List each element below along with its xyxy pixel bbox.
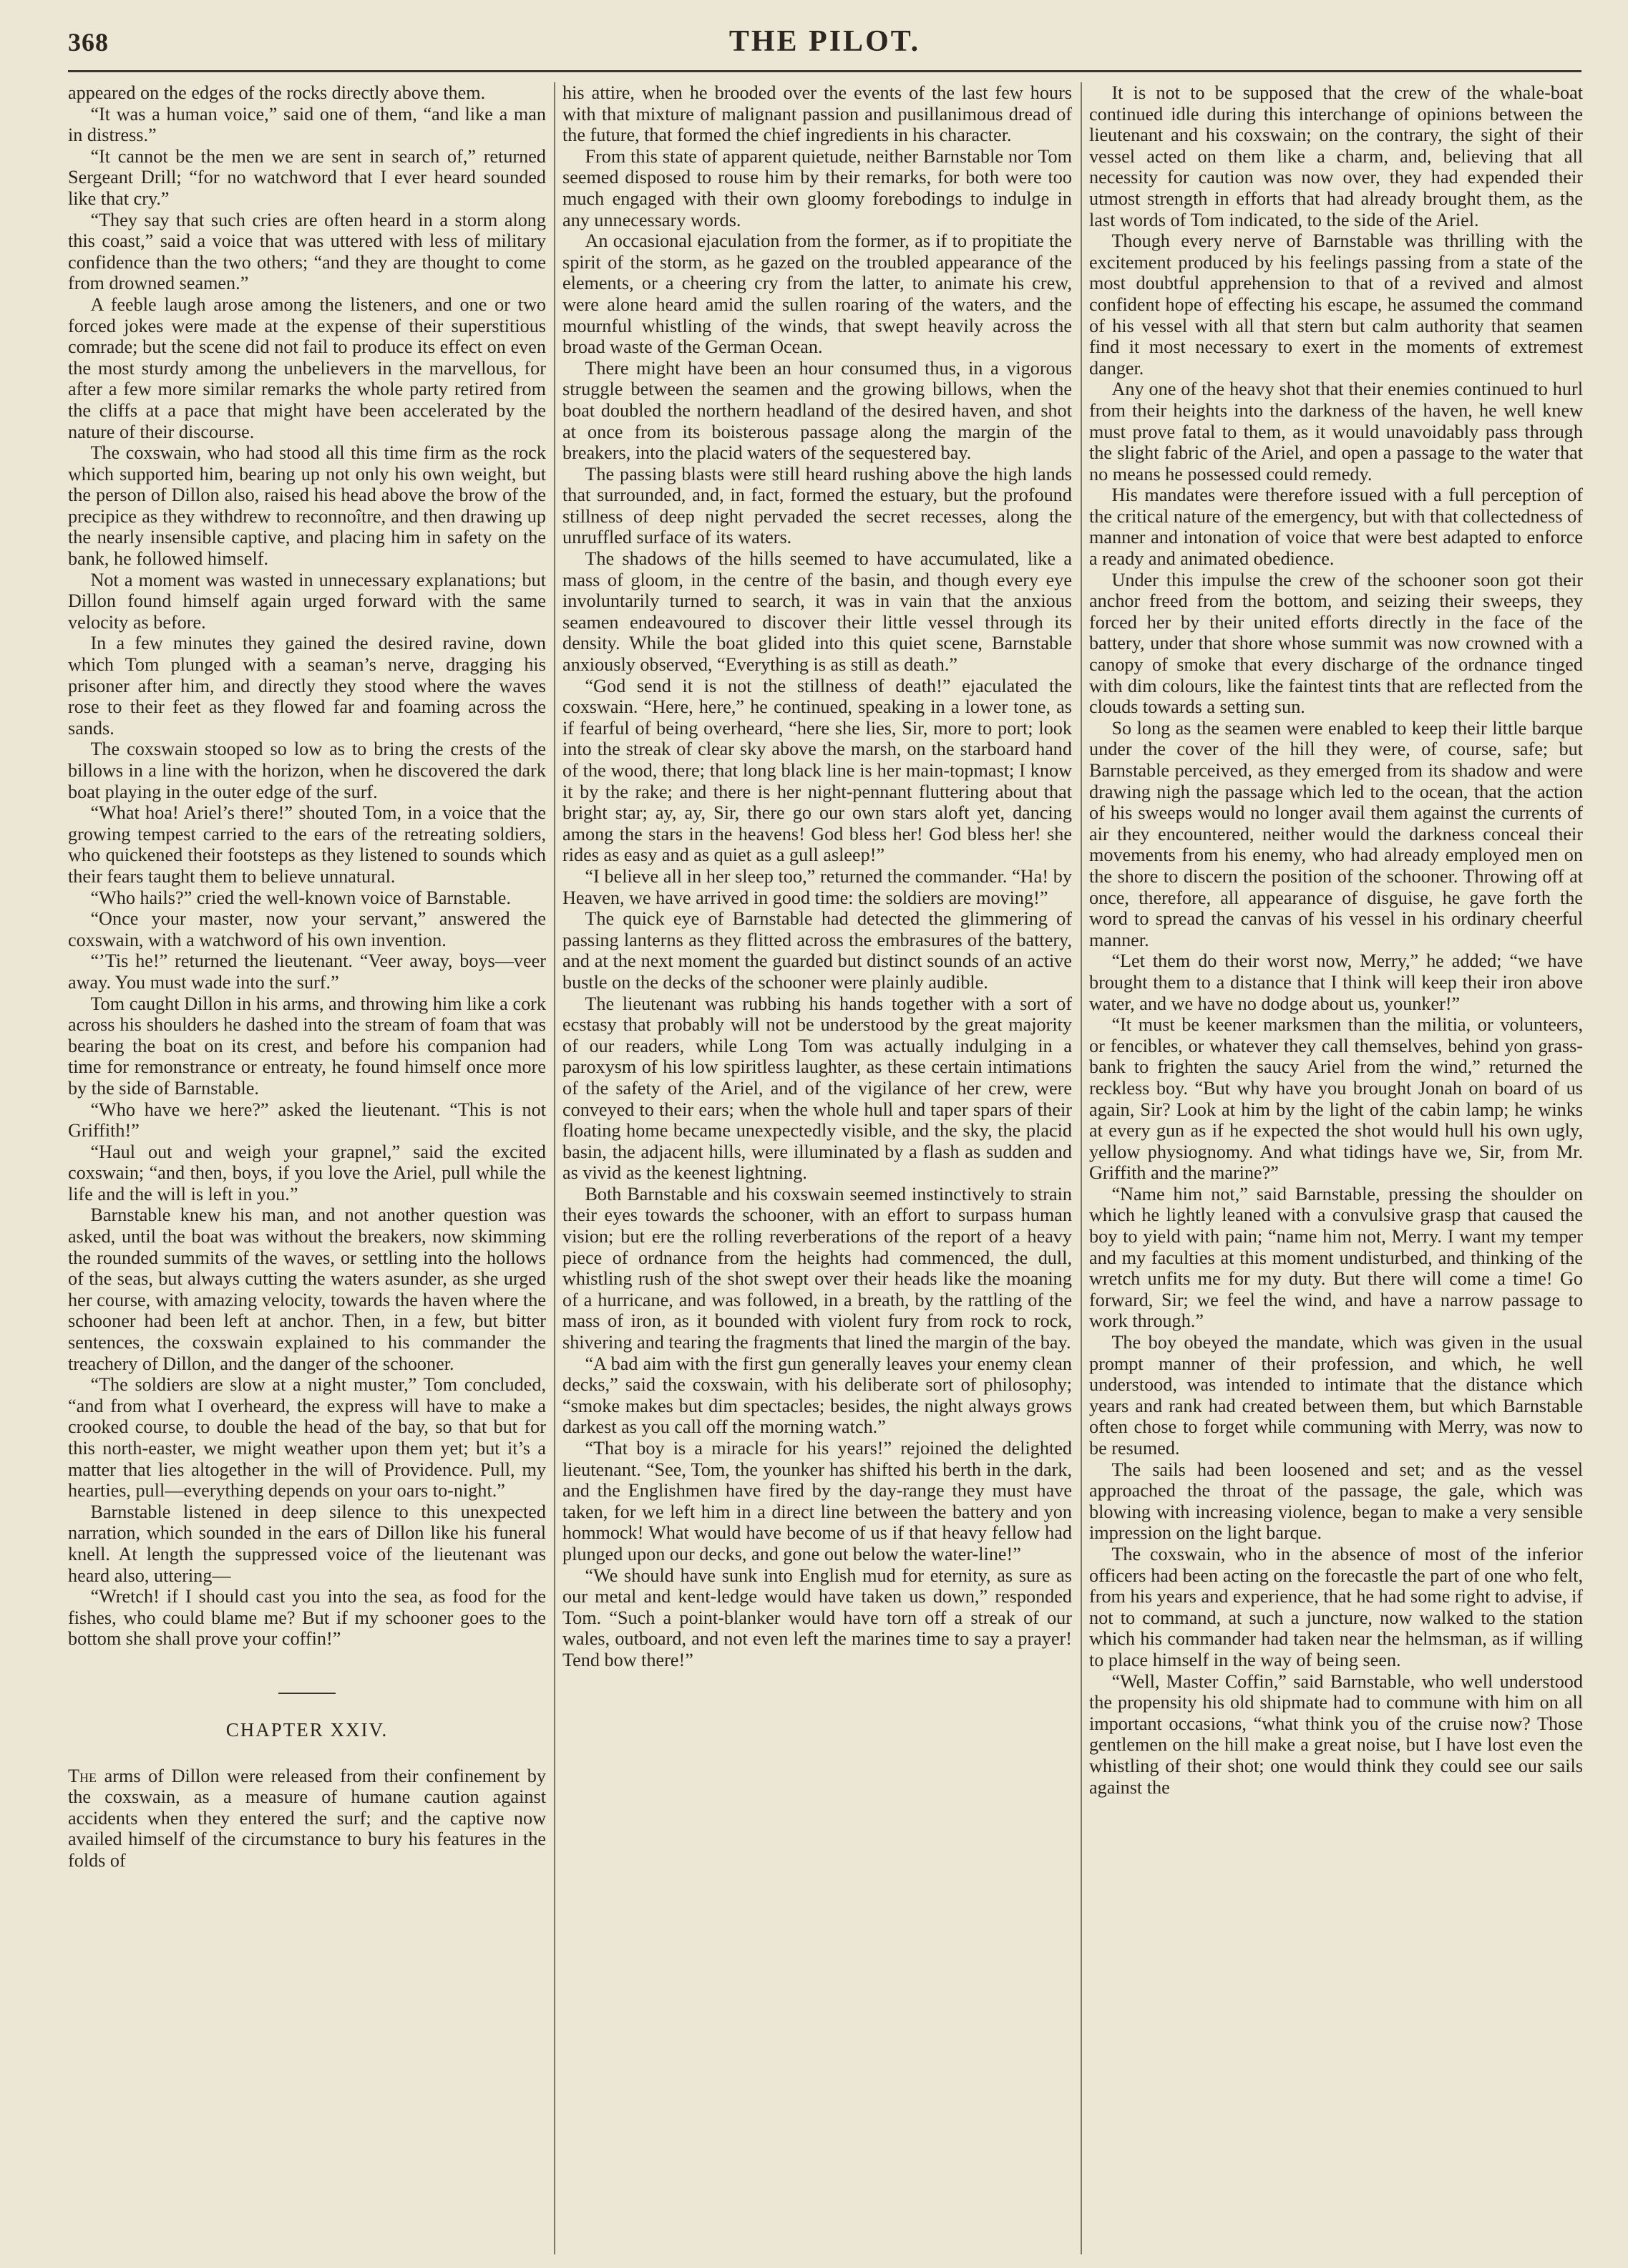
- paragraph: “God send it is not the stillness of death!” ejaculated the coxswain. “Here, here,” he continued, speaking in a lower tone, as if fearful of being overheard, “here she lies, Sir, more to port; look into the streak of clear sky above the marsh, on the starboard hand of the wood, there; that long black line is her main-topmast; I know it by the rake; and there is her night-pennant fluttering about that bright star; ay, ay, Sir, there go our own stars aloft yet, dancing among the stars in the heavens! God bless her! God bless her! she rides as easy and as quiet as a gull asleep!”: [562, 675, 1072, 866]
- paragraph: “What hoa! Ariel’s there!” shouted Tom, in a voice that the growing tempest carried to the ears of the retreating soldiers, who quickened their footsteps as they listened to sounds which their fears taught them to believe unnatural.: [68, 802, 546, 887]
- chapter-opening-text: arms of Dillon were released from their confinement by the coxswain, as a measure of humane caution against accidents when they entered the surf; and the captive now availed himself of the circumstance to bury his features in the folds of: [68, 1765, 546, 1871]
- paragraph: “’Tis he!” returned the lieutenant. “Veer away, boys—veer away. You must wade into the surf.”: [68, 950, 546, 993]
- paragraph: Barnstable knew his man, and not another question was asked, until the boat was without the breakers, now skimming the rounded summits of the waves, or settling into the hollows of the seas, but always cutting the waters asunder, as she urged her course, with amazing velocity, towards the haven where the schooner had been left at anchor. Then, in a few, but bitter sentences, the coxswain explained to his commander the treachery of Dillon, and the danger of the schooner.: [68, 1204, 546, 1374]
- paragraph: “Once your master, now your servant,” answered the coxswain, with a watchword of his own invention.: [68, 908, 546, 950]
- paragraph: It is not to be supposed that the crew of the whale-boat continued idle during this interchange of opinions between the lieutenant and his coxswain; on the contrary, the sight of their vessel acted on them like a charm, and, believing that all necessity for caution was now over, they had expended their utmost strength in efforts that had already brought them, as the last words of Tom indicated, to the side of the Ariel.: [1089, 82, 1583, 230]
- paragraph: His mandates were therefore issued with a full perception of the critical nature of the emergency, but with that collectedness of manner and intonation of voice that were best adapted to enforce a ready and animated obedience.: [1089, 485, 1583, 570]
- paragraph: The lieutenant was rubbing his hands together with a sort of ecstasy that probably will not be understood by the great majority of our readers, while Long Tom was actually indulging in a paroxysm of his low spiritless laughter, as these certain intimations of the safety of the Ariel, and of the vigilance of her crew, were conveyed to their ears; when the whole hull and taper spars of their floating home became unexpectedly visible, and the sky, the placid basin, the adjacent hills, were illuminated by a flash as sudden and as vivid as the keenest lightning.: [562, 993, 1072, 1184]
- text-column-2: [562, 82, 1072, 2254]
- paragraph: “A bad aim with the first gun generally leaves your enemy clean decks,” said the coxswain, with his deliberate sort of philosophy; “smoke makes but dim spectacles; besides, the night always grows darkest as you call off the morning watch.”: [562, 1353, 1072, 1438]
- paragraph: “Who have we here?” asked the lieutenant. “This is not Griffith!”: [68, 1099, 546, 1142]
- paragraph: his attire, when he brooded over the events of the last few hours with that mixture of malignant passion and pusillanimous dread of the future, that formed the chief ingredients in his character.: [562, 82, 1072, 146]
- paragraph: “It was a human voice,” said one of them, “and like a man in distress.”: [68, 103, 546, 146]
- chapter-heading: CHAPTER XXIV.: [225, 1718, 389, 1741]
- column-rule-left: [554, 82, 555, 2254]
- paragraph: A feeble laugh arose among the listeners, and one or two forced jokes were made at the expense of their superstitious comrade; but the scene did not fail to produce its effect on even the most sturdy among the unbelievers in the marvellous, for after a few more similar remarks the whole party retired from the cliffs at a pace that might have been accelerated by the nature of their discourse.: [68, 293, 546, 442]
- paragraph: “Wretch! if I should cast you into the sea, as food for the fishes, who could blame me? But if my schooner goes to the bottom she shall prove your coffin!”: [68, 1586, 546, 1650]
- paragraph: Both Barnstable and his coxswain seemed instinctively to strain their eyes towards the schooner, with an effort to surpass human vision; but ere the rolling reverberations of the report of a heavy piece of ordnance from the heights had commenced, the dull, whistling rush of the shot swept over their heads like the moaning of a hurricane, and was followed, in a breath, by the rattling of the mass of iron, as it bounded with violent fury from rock to rock, shivering and tearing the fragments that lined the margin of the bay.: [562, 1183, 1072, 1353]
- paragraph: The passing blasts were still heard rushing above the high lands that surrounded, and, in fact, formed the estuary, but the profound stillness of deep night pervaded the secret recesses, along the unruffled surface of its waters.: [562, 463, 1072, 548]
- paragraph: From this state of apparent quietude, neither Barnstable nor Tom seemed disposed to rouse him by their remarks, for both were too much engaged with their own gloomy forebodings to indulge in any unnecessary words.: [562, 145, 1072, 230]
- paragraph: “Well, Master Coffin,” said Barnstable, who well understood the propensity his old shipmate had to commune with him on all important occasions, “what think you of the cruise now? Those gentlemen on the hill make a great noise, but I have lost even the whistling of their shot; one would think they could see our sails against the: [1089, 1670, 1583, 1798]
- column-rule-right: [1081, 82, 1082, 2254]
- paragraph: Not a moment was wasted in unnecessary explanations; but Dillon found himself again urged forward with the same velocity as before.: [68, 569, 546, 633]
- paragraph: In a few minutes they gained the desired ravine, down which Tom plunged with a seaman’s nerve, dragging his prisoner after him, and directly they stood where the waves rose to their feet as they flowed far and foaming across the sands.: [68, 633, 546, 739]
- paragraph: Any one of the heavy shot that their enemies continued to hurl from their heights into the darkness of the haven, he well knew must prove fatal to them, as it would unavoidably pass through the slight fabric of the Ariel, and open a passage to the water that no means he possessed could remedy.: [1089, 379, 1583, 485]
- paragraph: The quick eye of Barnstable had detected the glimmering of passing lanterns as they flitted across the embrasures of the battery, and at the next moment the guarded but distinct sounds of an active bustle on the decks of the schooner were plainly audible.: [562, 908, 1072, 993]
- paragraph: appeared on the edges of the rocks directly above them.: [68, 82, 486, 103]
- text-column-3: [1089, 82, 1583, 2254]
- paragraph: The coxswain stooped so low as to bring the crests of the billows in a line with the horizon, when he discovered the dark boat playing in the outer edge of the surf.: [68, 739, 546, 802]
- chapter-divider: [68, 1650, 546, 1707]
- paragraph: So long as the seamen were enabled to keep their little barque under the cover of the hill they were, of course, safe; but Barnstable perceived, as they emerged from its shadow and were drawing nigh the passage which led to the ocean, that the action of his sweeps would no longer avail them against the currents of air they encountered, neither would the darkness conceal their movements from his enemy, who had already employed men on the shore to discern the position of the schooner. Throwing off at once, therefore, all appearance of disguise, he gave forth the word to spread the canvas of his vessel in his ordinary cheerful manner.: [1089, 717, 1583, 950]
- running-title: THE PILOT.: [728, 25, 921, 58]
- paragraph: Barnstable listened in deep silence to this unexpected narration, which sounded in the ears of Dillon like his funeral knell. At length the suppressed voice of the lieutenant was heard also, uttering—: [68, 1501, 546, 1586]
- paragraph: Tom caught Dillon in his arms, and throwing him like a cork across his shoulders he dashed into the stream of foam that was bearing the boat on its crest, and before his companion had time for remonstrance or entreaty, he found himself once more by the side of Barnstable.: [68, 993, 546, 1099]
- paragraph: Under this impulse the crew of the schooner soon got their anchor freed from the bottom, and seizing their sweeps, they forced her by their united efforts directly in the face of the battery, under that shore whose summit was now crowned with a canopy of smoke that every discharge of the ordnance tinged with dim colours, like the faintest tints that are reflected from the clouds towards a setting sun.: [1089, 569, 1583, 718]
- paragraph: “It cannot be the men we are sent in search of,” returned Sergeant Drill; “for no watchword that I ever heard sounded like that cry.”: [68, 145, 546, 209]
- paragraph: “Who hails?” cried the well-known voice of Barnstable.: [90, 887, 511, 908]
- paragraph: “We should have sunk into English mud for eternity, as sure as our metal and kent-ledge would have taken us down,” responded Tom. “Such a point-blanker would have torn off a streak of our wales, outboard, and not even left the marines time to say a prayer! Tend bow there!”: [562, 1564, 1072, 1670]
- chapter-opening-paragraph: [68, 1766, 546, 1872]
- paragraph: “Name him not,” said Barnstable, pressing the shoulder on which he lightly leaned with a convulsive grasp that caused the boy to yield with pain; “name him not, Merry. I want my temper and my faculties at this moment undisturbed, and thinking of the wretch unfits me for my duty. But there will come a time! Go forward, Sir; we feel the wind, and have a narrow passage to work through.”: [1089, 1183, 1583, 1332]
- divider-rule: [278, 1693, 336, 1694]
- paragraph: “That boy is a miracle for his years!” rejoined the delighted lieutenant. “See, Tom, the younker has shifted his berth in the dark, and the Englishmen have fired by the day-range they must have taken, for we left him in a direct line between the battery and yon hommock! What would have become of us if that heavy fellow had plunged upon our decks, and gone out below the water-line!”: [562, 1438, 1072, 1564]
- paragraph: “Let them do their worst now, Merry,” he added; “we have brought them to a distance that I think will keep their iron above water, and we have no dodge about us, younker!”: [1089, 950, 1583, 1014]
- paragraph: The shadows of the hills seemed to have accumulated, like a mass of gloom, in the centre of the basin, and though every eye involuntarily turned to search, it was in vain that the anxious seamen endeavoured to discover their little vessel through its density. While the boat glided into this quiet scene, Barnstable anxiously observed, “Everything is as still as death.”: [562, 548, 1072, 676]
- page-number: 368: [68, 28, 109, 57]
- paragraph: “I believe all in her sleep too,” returned the commander. “Ha! by Heaven, we have arrived in good time: the soldiers are moving!”: [562, 865, 1072, 908]
- paragraph: “It must be keener marksmen than the militia, or volunteers, or fencibles, or whatever they call themselves, behind yon grass-bank to frighten the saucy Ariel from the wind,” returned the reckless boy. “But why have you brought Jonah on board of us again, Sir? Look at him by the light of the cabin lamp; he winks at every gun as if he expected the shot would hull his own ugly, yellow physiognomy. And what tidings have we, Sir, from Mr. Griffith and the marine?”: [1089, 1014, 1583, 1184]
- paragraph: Though every nerve of Barnstable was thrilling with the excitement produced by his feelings passing from a state of the most doubtful apprehension to that of a revived and almost confident hope of effecting his escape, he assumed the command of his vessel with all that stern but calm authority that seamen find it most necessary to exert in the moments of extremest danger.: [1089, 230, 1583, 379]
- paragraph: “The soldiers are slow at a night muster,” Tom concluded, “and from what I overheard, the express will have to make a crooked course, to double the head of the bay, so that but for this north-easter, we might weather upon them yet; but it’s a matter that lies altogether in the will of Providence. Pull, my hearties, pull—everything depends on your oars to-night.”: [68, 1374, 546, 1502]
- paragraph: The sails had been loosened and set; and as the vessel approached the throat of the passage, the gale, which was blowing with increasing violence, began to make a very sensible impression on the light barque.: [1089, 1459, 1583, 1544]
- paragraph: There might have been an hour consumed thus, in a vigorous struggle between the seamen and the growing billows, when the boat doubled the northern headland of the desired haven, and shot at once from its boisterous passage along the margin of the breakers, into the placid waters of the sequestered bay.: [562, 357, 1072, 464]
- paragraph: The coxswain, who in the absence of most of the inferior officers had been acting on the forecastle the part of one who felt, from his years and experience, that he had some right to advise, if not to command, at such a juncture, now walked to the station which his commander had taken near the helmsman, as if willing to place himself in the way of being seen.: [1089, 1543, 1583, 1670]
- paragraph: An occasional ejaculation from the former, as if to propitiate the spirit of the storm, as he gazed on the troubled appearance of the elements, or a cheering cry from the latter, to animate his crew, were alone heard amid the sullen roaring of the waters, and the mournful whistling of the winds, that swept heavily across the broad waste of the German Ocean.: [562, 230, 1072, 358]
- paragraph: The boy obeyed the mandate, which was given in the usual prompt manner of their profession, and which, he well understood, was intended to intimate that the distance which years and rank had created between them, but which Barnstable often chose to forget while communing with Merry, was now to be resumed.: [1089, 1332, 1583, 1459]
- page-header: [68, 27, 1581, 72]
- paragraph: The coxswain, who had stood all this time firm as the rock which supported him, bearing up not only his own weight, but the person of Dillon also, raised his head above the brow of the precipice as they withdrew to reconnoître, and then drawing up the nearly insensible captive, and placing him in safety on the bank, he followed himself.: [68, 442, 546, 570]
- paragraph: “They say that such cries are often heard in a storm along this coast,” said a voice that was uttered with less of military confidence than the two others; “and they are thought to come from drowned seamen.”: [68, 209, 546, 294]
- chapter-lead-word: The: [68, 1765, 97, 1786]
- text-column-1: [68, 82, 546, 2254]
- paragraph: “Haul out and weigh your grapnel,” said the excited coxswain; “and then, boys, if you love the Ariel, pull while the life and the will is left in you.”: [68, 1141, 546, 1204]
